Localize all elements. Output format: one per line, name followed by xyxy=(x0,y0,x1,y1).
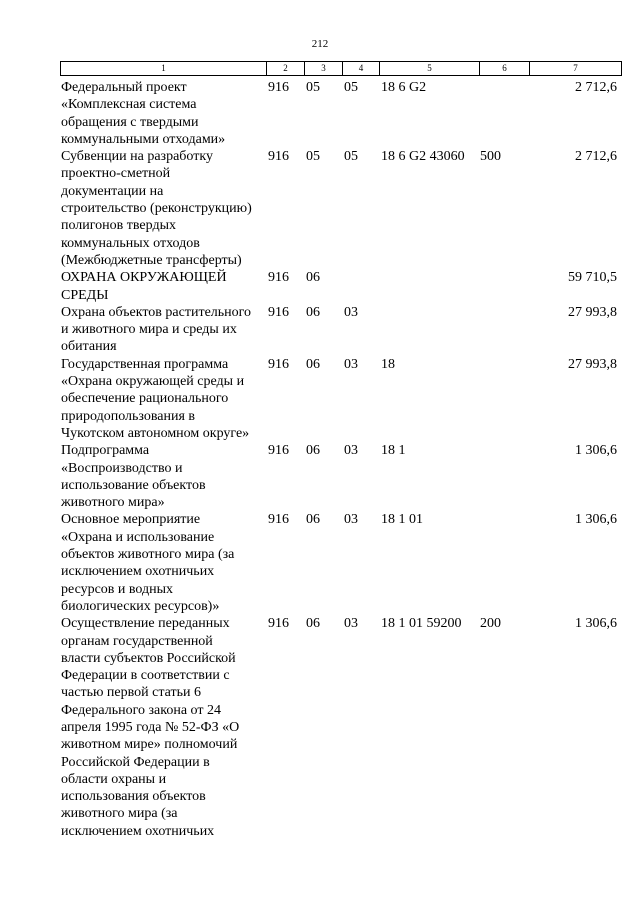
row-name: Федеральный проект «Комплексная система обращения с твердыми коммунальными отходами» xyxy=(61,80,226,147)
header-col-1: 1 xyxy=(61,62,267,75)
row-sum: 1 306,6 xyxy=(575,616,617,632)
row-grbs: 916 xyxy=(268,149,289,165)
row-sum: 27 993,8 xyxy=(568,356,617,372)
row-section: 06 xyxy=(306,512,320,528)
row-expense-type: 500 xyxy=(480,149,501,165)
row-section: 06 xyxy=(306,304,320,320)
table-row xyxy=(0,269,640,304)
table-row xyxy=(0,148,640,269)
row-subsection: 05 xyxy=(344,80,358,95)
row-target-code: 18 6 G2 xyxy=(381,80,427,95)
row-name: Осуществление переданных органам государственной власти субъектов Российской Федерации в соответствии с частью первой статьи 6 Федерального закона от 24 апреля 1995 года № 52-ФЗ «О животном мире» полномочий Российской Федерации в области охраны и использования объектов животного мира (за исключением охотничьих xyxy=(61,616,240,839)
header-col-2: 2 xyxy=(267,62,305,75)
row-subsection: 05 xyxy=(344,149,358,165)
row-sum: 1 306,6 xyxy=(575,443,617,459)
row-section: 06 xyxy=(306,270,320,286)
row-target-code: 18 6 G2 43060 xyxy=(381,149,465,165)
header-col-6: 6 xyxy=(480,62,530,75)
row-subsection: 03 xyxy=(344,443,358,459)
row-subsection: 03 xyxy=(344,512,358,528)
row-section: 06 xyxy=(306,443,320,459)
table-row xyxy=(0,442,640,511)
table-header xyxy=(60,61,622,76)
row-grbs: 916 xyxy=(268,512,289,528)
row-section: 05 xyxy=(306,149,320,165)
row-grbs: 916 xyxy=(268,443,289,459)
row-target-code: 18 xyxy=(381,356,395,372)
table-row xyxy=(0,304,640,356)
row-section: 06 xyxy=(306,616,320,632)
header-col-5: 5 xyxy=(380,62,480,75)
row-expense-type: 200 xyxy=(480,616,501,632)
row-target-code: 18 1 01 xyxy=(381,512,423,528)
row-grbs: 916 xyxy=(268,304,289,320)
row-name: Охрана объектов растительного и животного мира и среды их обитания xyxy=(61,304,252,355)
row-sum: 1 306,6 xyxy=(575,512,617,528)
header-col-7: 7 xyxy=(573,63,578,73)
row-section: 06 xyxy=(306,356,320,372)
row-target-code: 18 1 01 59200 xyxy=(381,616,462,632)
row-name: Субвенции на разработку проектно-сметной документации на строительство (реконструкцию) полигонов твердых коммунальных отходов (Межбюджетные трансферты) xyxy=(61,149,252,268)
row-subsection: 03 xyxy=(344,304,358,320)
table-row xyxy=(0,356,640,442)
row-target-code: 18 1 xyxy=(381,443,406,459)
row-subsection: 03 xyxy=(344,616,358,632)
row-sum: 2 712,6 xyxy=(575,80,617,95)
table-row xyxy=(0,511,640,615)
row-section: 05 xyxy=(306,80,320,95)
row-grbs: 916 xyxy=(268,270,289,286)
header-col-4: 4 xyxy=(343,62,380,75)
row-name: Подпрограмма «Воспроизводство и использование объектов животного мира» xyxy=(61,443,206,511)
row-name: ОХРАНА ОКРУЖАЮЩЕЙ СРЕДЫ xyxy=(61,270,227,303)
row-subsection: 03 xyxy=(344,356,358,372)
row-name: Основное мероприятие «Охрана и использование объектов животного мира (за исключением охотничьих ресурсов и водных биологических ресурсов)» xyxy=(61,512,235,614)
row-name: Государственная программа «Охрана окружающей среды и обеспечение рационального природопользования в Чукотском автономном округе» xyxy=(61,356,250,441)
page-number: 212 xyxy=(311,38,329,50)
row-sum: 27 993,8 xyxy=(568,304,617,320)
header-col-3: 3 xyxy=(305,62,343,75)
table-row xyxy=(0,79,640,148)
row-sum: 59 710,5 xyxy=(568,270,617,286)
table-row xyxy=(0,615,640,840)
row-grbs: 916 xyxy=(268,80,289,95)
row-grbs: 916 xyxy=(268,356,289,372)
table-body xyxy=(0,79,640,840)
row-sum: 2 712,6 xyxy=(575,149,617,165)
row-grbs: 916 xyxy=(268,616,289,632)
